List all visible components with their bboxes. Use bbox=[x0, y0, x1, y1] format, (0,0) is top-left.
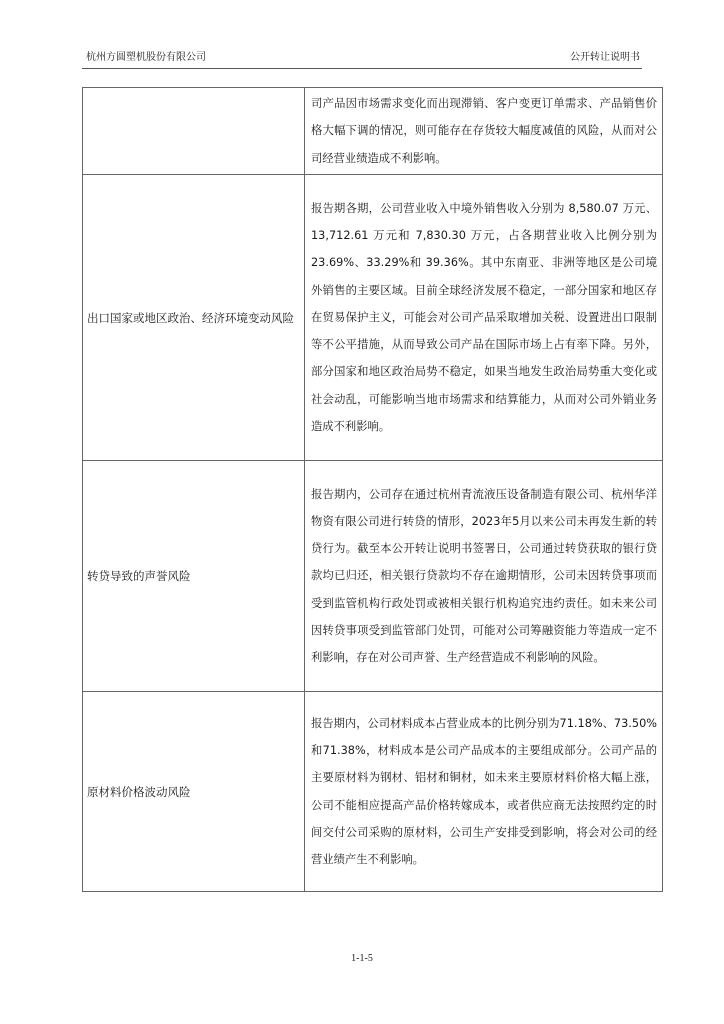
page-header bbox=[82, 50, 642, 69]
header-document-title: 公开转让说明书 bbox=[570, 52, 640, 63]
table-row bbox=[83, 88, 663, 175]
table-row bbox=[83, 692, 663, 892]
risk-name-cell bbox=[83, 88, 305, 175]
header-company-name: 杭州方圆塑机股份有限公司 bbox=[86, 52, 206, 63]
table-row bbox=[83, 461, 663, 692]
risk-name-cell: 原材料价格波动风险 bbox=[83, 692, 305, 892]
table-row bbox=[83, 175, 663, 461]
risk-factor-table bbox=[82, 87, 663, 892]
risk-name-cell: 转贷导致的声誉风险 bbox=[83, 461, 305, 692]
risk-description-cell: 报告期内，公司存在通过杭州青流液压设备制造有限公司、杭州华洋物资有限公司进行转贷的情形，2023年5月以来公司未再发生新的转贷行为。截至本公开转让说明书签署日，公司通过转贷获取的银行贷款均已归还，相关银行贷款均不存在逾期情形，公司未因转贷事项而受到监管机构行政处罚或被相关银行机构追究违约责任。如未来公司因转贷事项受到监管部门处罚，可能对公司筹融资能力等造成一定不利影响，存在对公司声誉、生产经营造成不利影响的风险。 bbox=[305, 461, 663, 692]
risk-description-cell: 报告期各期，公司营业收入中境外销售收入分别为 8,580.07 万元、13,712.61 万元和 7,830.30 万元，占各期营业收入比例分别为 23.69%、33.29%和 39.36%。其中东南亚、非洲等地区是公司境外销售的主要区域。目前全球经济发展不稳定，一部分国家和地区存在贸易保护主义，可能会对公司产品采取增加关税、设置进出口限制等不公平措施，从而导致公司产品在国际市场上占有率下降。另外，部分国家和地区政治局势不稳定，如果当地发生政治局势重大变化或社会动乱，可能影响当地市场需求和结算能力，从而对公司外销业务造成不利影响。 bbox=[305, 175, 663, 461]
risk-description-cell: 司产品因市场需求变化而出现滞销、客户变更订单需求、产品销售价格大幅下调的情况，则可能存在存货较大幅度减值的风险，从而对公司经营业绩造成不利影响。 bbox=[305, 88, 663, 175]
risk-description-cell: 报告期内，公司材料成本占营业成本的比例分别为71.18%、73.50%和71.38%，材料成本是公司产品成本的主要组成部分。公司产品的主要原材料为钢材、铝材和铜材，如未来主要原材料价格大幅上涨，公司不能相应提高产品价格转嫁成本，或者供应商无法按照约定的时间交付公司采购的原材料，公司生产安排受到影响，将会对公司的经营业绩产生不利影响。 bbox=[305, 692, 663, 892]
risk-name-cell: 出口国家或地区政治、经济环境变动风险 bbox=[83, 175, 305, 461]
page-number: 1-1-5 bbox=[351, 953, 373, 964]
